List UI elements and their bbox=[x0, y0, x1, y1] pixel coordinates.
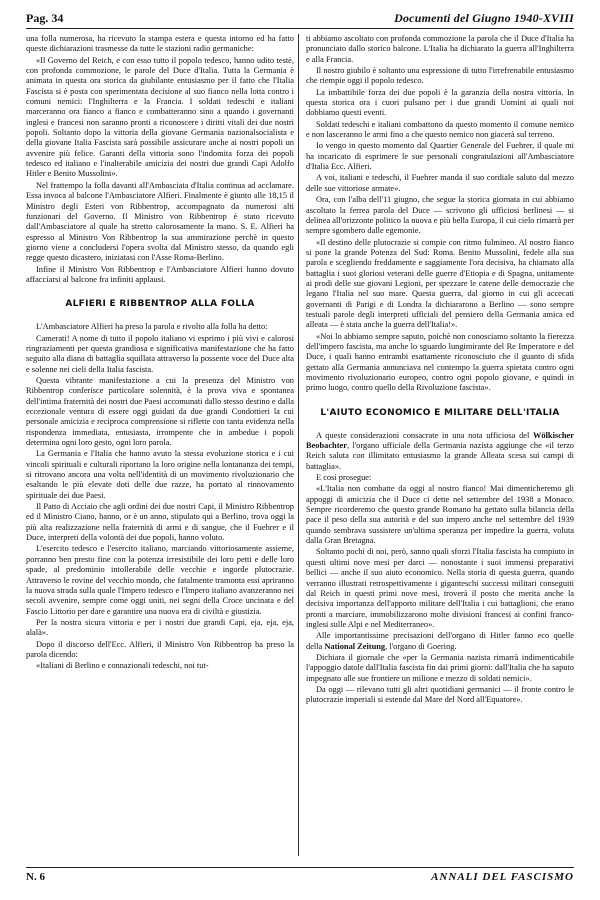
page-number: Pag. 34 bbox=[26, 11, 64, 25]
paragraph: Dopo il discorso dell'Ecc. Alfieri, il Ministro Von Ribbentrop ha preso la parola dicendo: bbox=[26, 639, 294, 659]
right-column bbox=[306, 34, 574, 707]
issue-number: N. 6 bbox=[26, 871, 45, 883]
paragraph: Camerati! A nome di tutto il popolo italiano vi esprimo i più vivi e calorosi ringraziamenti per questa grandiosa e significativa manifestazione che ha fatto seguito alla diana di battaglia squillata attraverso la possente voce del Duce alta e solenne nei cieli della Italia fascista. bbox=[26, 333, 294, 374]
running-title: Documenti del Giugno 1940-XVIII bbox=[394, 11, 574, 25]
paragraph: Da oggi — rilevano tutti gli altri quotidiani germanici — il fronte contro le plutocrazie imperiali si estende dal Mare del Nord all'Equatore». bbox=[306, 684, 574, 705]
paragraph: «Il destino delle plutocrazie si compie con ritmo fulmineo. Al nostro fianco si pone la grande Potenza del Sud: Roma. Benito Mussolini, fedele alla sua parola e scegliendo freddamente e saggiamente l'ora decisiva, ha chiamato alla battaglia i suoi gloriosi veterani delle guerre d'Etiopia e di Spagna, unitamente ai prodi delle sue giovani Legioni, per spezzare le catene delle democrazie che legano l'Italia nel suo mare. Questa guerra, dal giorno in cui gli accecati governanti di Parigi e di Londra la dichiararono a Berlino — sono sempre testuali parole degli interpreti ufficiali del pensiero della Germania amica ed alleata — è stata anche la guerra dell'Italia!». bbox=[306, 237, 574, 330]
text-run: Alle importantissime precisazioni dell'organo di Hitler fanno eco quelle della bbox=[306, 631, 574, 651]
paragraph: «Italiani di Berlino e connazionali tedeschi, noi tut- bbox=[36, 661, 209, 671]
paragraph: Questa vibrante manifestazione a cui la presenza del Ministro von Ribbentrop conferisce particolare solennità, è la prova viva e spontanea dell'intima fraternità dei nostri due Paesi accomunati dallo stesso destino e dalla eccezionale ventura di essere oggi guidati da due grandi Condottieri la cui personale amicizia e reciproca comprensione si riflette con tanta evidenza nella rispondenza immediata, entusiasta, irrompente che in ambedue i popoli determina ogni loro gesto, ogni loro parola. bbox=[26, 375, 294, 448]
paragraph: L'esercito tedesco e l'esercito italiano, marciando vittoriosamente assieme, porranno ben presto fine con la potenza irresistibile dei loro petti e delle loro spade, al predominio intollerabile delle vecchie e ingorde plutocrazie. Attraverso le rovine del vecchio mondo, che fatalmente tramonta essi apriranno la nuova strada sulla quale l'Impero tedesco e l'Impero italiano avanzeranno nei secoli avvenire, sempre come oggi uniti, nei segni della Croce uncinata e del Fascio Littorio per dare e garantire una nuova era di civiltà e giustizia. bbox=[26, 544, 294, 616]
paragraph: Soltanto pochi di noi, però, sanno quali sforzi l'Italia fascista ha compiuto in questi ultimi nove mesi per darci — nonostante i suoi immensi preparativi bellici — anche il suo aiuto economico. Nella storia di questa guerra, quando verranno illustrati retrospettivamente i giganteschi successi militari conseguiti dal Reich in questi primi nove mesi, troverà il posto che merita anche la decisiva importanza dell'apporto militare dell'Italia i cui battaglioni, che erano pronti a marciare, immobilizzarono molte divisioni francesi ai confini franco-inglesi sulle Alpi e nel Mediterraneo». bbox=[306, 547, 574, 629]
paragraph: Il Patto di Acciaio che agli ordini dei due nostri Capi, il Ministro Ribbentrop ed il Ministro Ciano, hanno, or è un anno, stipulato qui a Berlino, trova oggi la più alta realizzazione nella fraternità di armi e di sangue, che il Fuehrer e il Duce, interpreti della volontà dei due popoli, hanno voluto. bbox=[26, 502, 294, 543]
paragraph: A voi, italiani e tedeschi, il Fuehrer manda il suo cordiale saluto dal mezzo delle sue vittoriose armate». bbox=[306, 173, 574, 193]
paragraph: L'Ambasciatore Alfieri ha preso la parola e rivolto alla folla ha detto: bbox=[36, 322, 268, 332]
left-column bbox=[26, 34, 294, 673]
newspaper-name: Wölkischer Beobachter bbox=[306, 430, 574, 451]
paragraph bbox=[306, 431, 574, 472]
paragraph: Ora, con l'alba dell'11 giugno, che segue la storica giornata in cui abbiamo ascoltato la ferrea parola del Duce — scrivono gli ufficiosi berlinesi — si delinea all'orizzonte politico la nuova e più bella Europa, il cui cielo rimarrà per sempre sgombero dalle egemonie. bbox=[306, 195, 575, 236]
paragraph: «Il Governo del Reich, e con esso tutto il popolo tedesco, hanno udito testè, con profonda commozione, le parole del Duce d'Italia. Tutta la Germania è animata in questa ora storica da giubilante entusiasmo per il fatto che l'Italia Fascista si è posta con sperimentata decisione al suo fianco nella lotta contro i comuni nemici: l'Inghilterra e la Francia. I soldati tedeschi e italiani marceranno ora fianco a fianco e combatteranno sino a quando i governanti inglesi e francesi non saranno pronti a riconoscere i diritti vitali dei due nostri popoli. Soltanto dopo la vittoria della giovane Germania nazionalsocialista e della giovane Italia Fascista sarà possibile assicurare anche ai nostri popoli un avvenire più felice. Garanti della vittoria sono l'indomita forza dei popoli tedesco ed italiano e l'inalterabile amicizia dei nostri due grandi Capi Adolfo Hitler e Benito Mussolini». bbox=[26, 55, 294, 179]
paragraph: Io vengo in questo momento dal Quartier Generale del Fuehrer, il quale mi ha incaricato di esprimere le sue personali congratulazioni all'Ambasciatore d'Italia Ecc. Alfieri. bbox=[306, 141, 574, 172]
paragraph bbox=[306, 631, 574, 652]
text-run: A queste considerazioni consacrate in una nota ufficiosa del bbox=[316, 430, 534, 440]
paragraph: E così prosegue: bbox=[316, 473, 372, 483]
section-heading: L'AIUTO ECONOMICO E MILITARE DELL'ITALIA bbox=[320, 407, 560, 418]
paragraph: La imbattibile forza dei due popoli è la garanzia della nostra vittoria. In questa storica ora i cuori pulsano per i due grandi Uomini ai quali noi dobbiamo questi eventi. bbox=[306, 87, 574, 118]
text-run: , l'organo ufficiale della Germania nazista aggiunge che «il terzo Reich saluta con illimitato entusiasmo la grande Alleata scesa sui campi di battaglia». bbox=[306, 441, 574, 471]
page-footer bbox=[26, 867, 574, 886]
paragraph: Per la nostra sicura vittoria e per i nostri due grandi Capi, eja, eja, eja, alalà». bbox=[26, 617, 294, 638]
paragraph: Soldati tedeschi e italiani combattono da questo momento il comune nemico e non lasceranno le armi fino a che questo nemico non giacerà sul terreno. bbox=[306, 119, 574, 140]
publication-title: ANNALI DEL FASCISMO bbox=[431, 871, 574, 883]
paragraph: La Germania e l'Italia che hanno avuto la stessa evoluzione storica e i cui vincoli spirituali e culturali riportano la loro origine nella lontananza dei tempi, si ritrovano ancora una volta nell'identità di un movimento rivoluzionario che esaltando le più elevate doti delle due razze, ha portato al rinnovamento spirituale dei due Paesi. bbox=[26, 449, 294, 500]
text-run: , l'organo di Goering. bbox=[385, 641, 457, 651]
newspaper-name: National Zeitung bbox=[324, 641, 386, 651]
paragraph: Nel frattempo la folla davanti all'Ambasciata d'Italia continua ad acclamare. Essa invoca al balcone l'Ambasciatore Alfieri. Finalmente è giunto alle 18,15 il Ministro degli Esteri von Ribbentrop, accompagnato da numerosi alti funzionari del Governo. Il Ministro von Ribbentrop è stato ricevuto dall'Ambasciatore al quale ha stretto calorosamente la mano. S. E. Alfieri ha espresso al Ministro Von Ribbentrop la sua ammirazione perchè in questo giorno viene a concludersi l'opera svolta dal Ministro stesso, da quando egli regge questo dicastero, iniziatasi con l'Asse Roma-Berlino. bbox=[26, 180, 294, 263]
paragraph: «Noi lo abbiamo sempre saputo, poichè non conosciamo soltanto la fierezza dell'impero fascista, ma anche lo sguardo lungimirante del Re Imperatore e del Duce, i quali hanno entrambi esattamente riconosciuto che il guanto di sfida gettato alla Germania annunciava nel contempo la guerra spietata contro ogni movimento rivoluzionario europeo, contro ogni popolo giovane, e quindi in primo luogo, contro quello della Rivoluzione fascista». bbox=[306, 331, 574, 393]
paragraph: una folla numerosa, ha ricevuto la stampa estera e questa intorno ed ha fatto queste dichiarazioni trasmesse da tutte le stazioni radio germaniche: bbox=[26, 34, 294, 54]
paragraph: ti abbiamo ascoltato con profonda commozione la parola che il Duce d'Italia ha pronunciato dallo storico balcone. L'Italia ha dichiarato la guerra all'Inghilterra e alla Francia. bbox=[306, 34, 574, 64]
paragraph: «L'Italia non combatte da oggi al nostro fianco! Mai dimenticheremo gli appoggi di amicizia che il Duce ci dette nel settembre del 1938 a Monaco. Sempre ricorderemo che questo grande Romano ha gettato sulla bilancia della pace il peso della sua autorità e del suo impero anche nel settembre del 1939 quando sembrava sussistere un'ultima speranza per impedire la guerra, voluta dalla Gran Bretagna. bbox=[306, 484, 574, 546]
paragraph: Infine il Ministro Von Ribbentrop e l'Ambasciatore Alfieri hanno dovuto affacciarsi al balcone fra infiniti applausi. bbox=[26, 264, 294, 284]
section-heading: ALFIERI E RIBBENTROP ALLA FOLLA bbox=[65, 299, 255, 310]
paragraph: Il nostro giubilo è soltanto una espressione di tutto l'irrefrenabile entusiasmo che riempie oggi il popolo tedesco. bbox=[306, 66, 574, 86]
paragraph: Dichiara il giornale che «per la Germania nazista rimarrà indimenticabile l'appoggio datole dall'Italia fascista fin dai primi giorni: dall'Italia che ha saputo impegnato alle sue frontiere un milione e mezzo di soldati nemici». bbox=[306, 652, 574, 683]
page-header bbox=[26, 10, 574, 29]
column-divider bbox=[298, 34, 299, 856]
